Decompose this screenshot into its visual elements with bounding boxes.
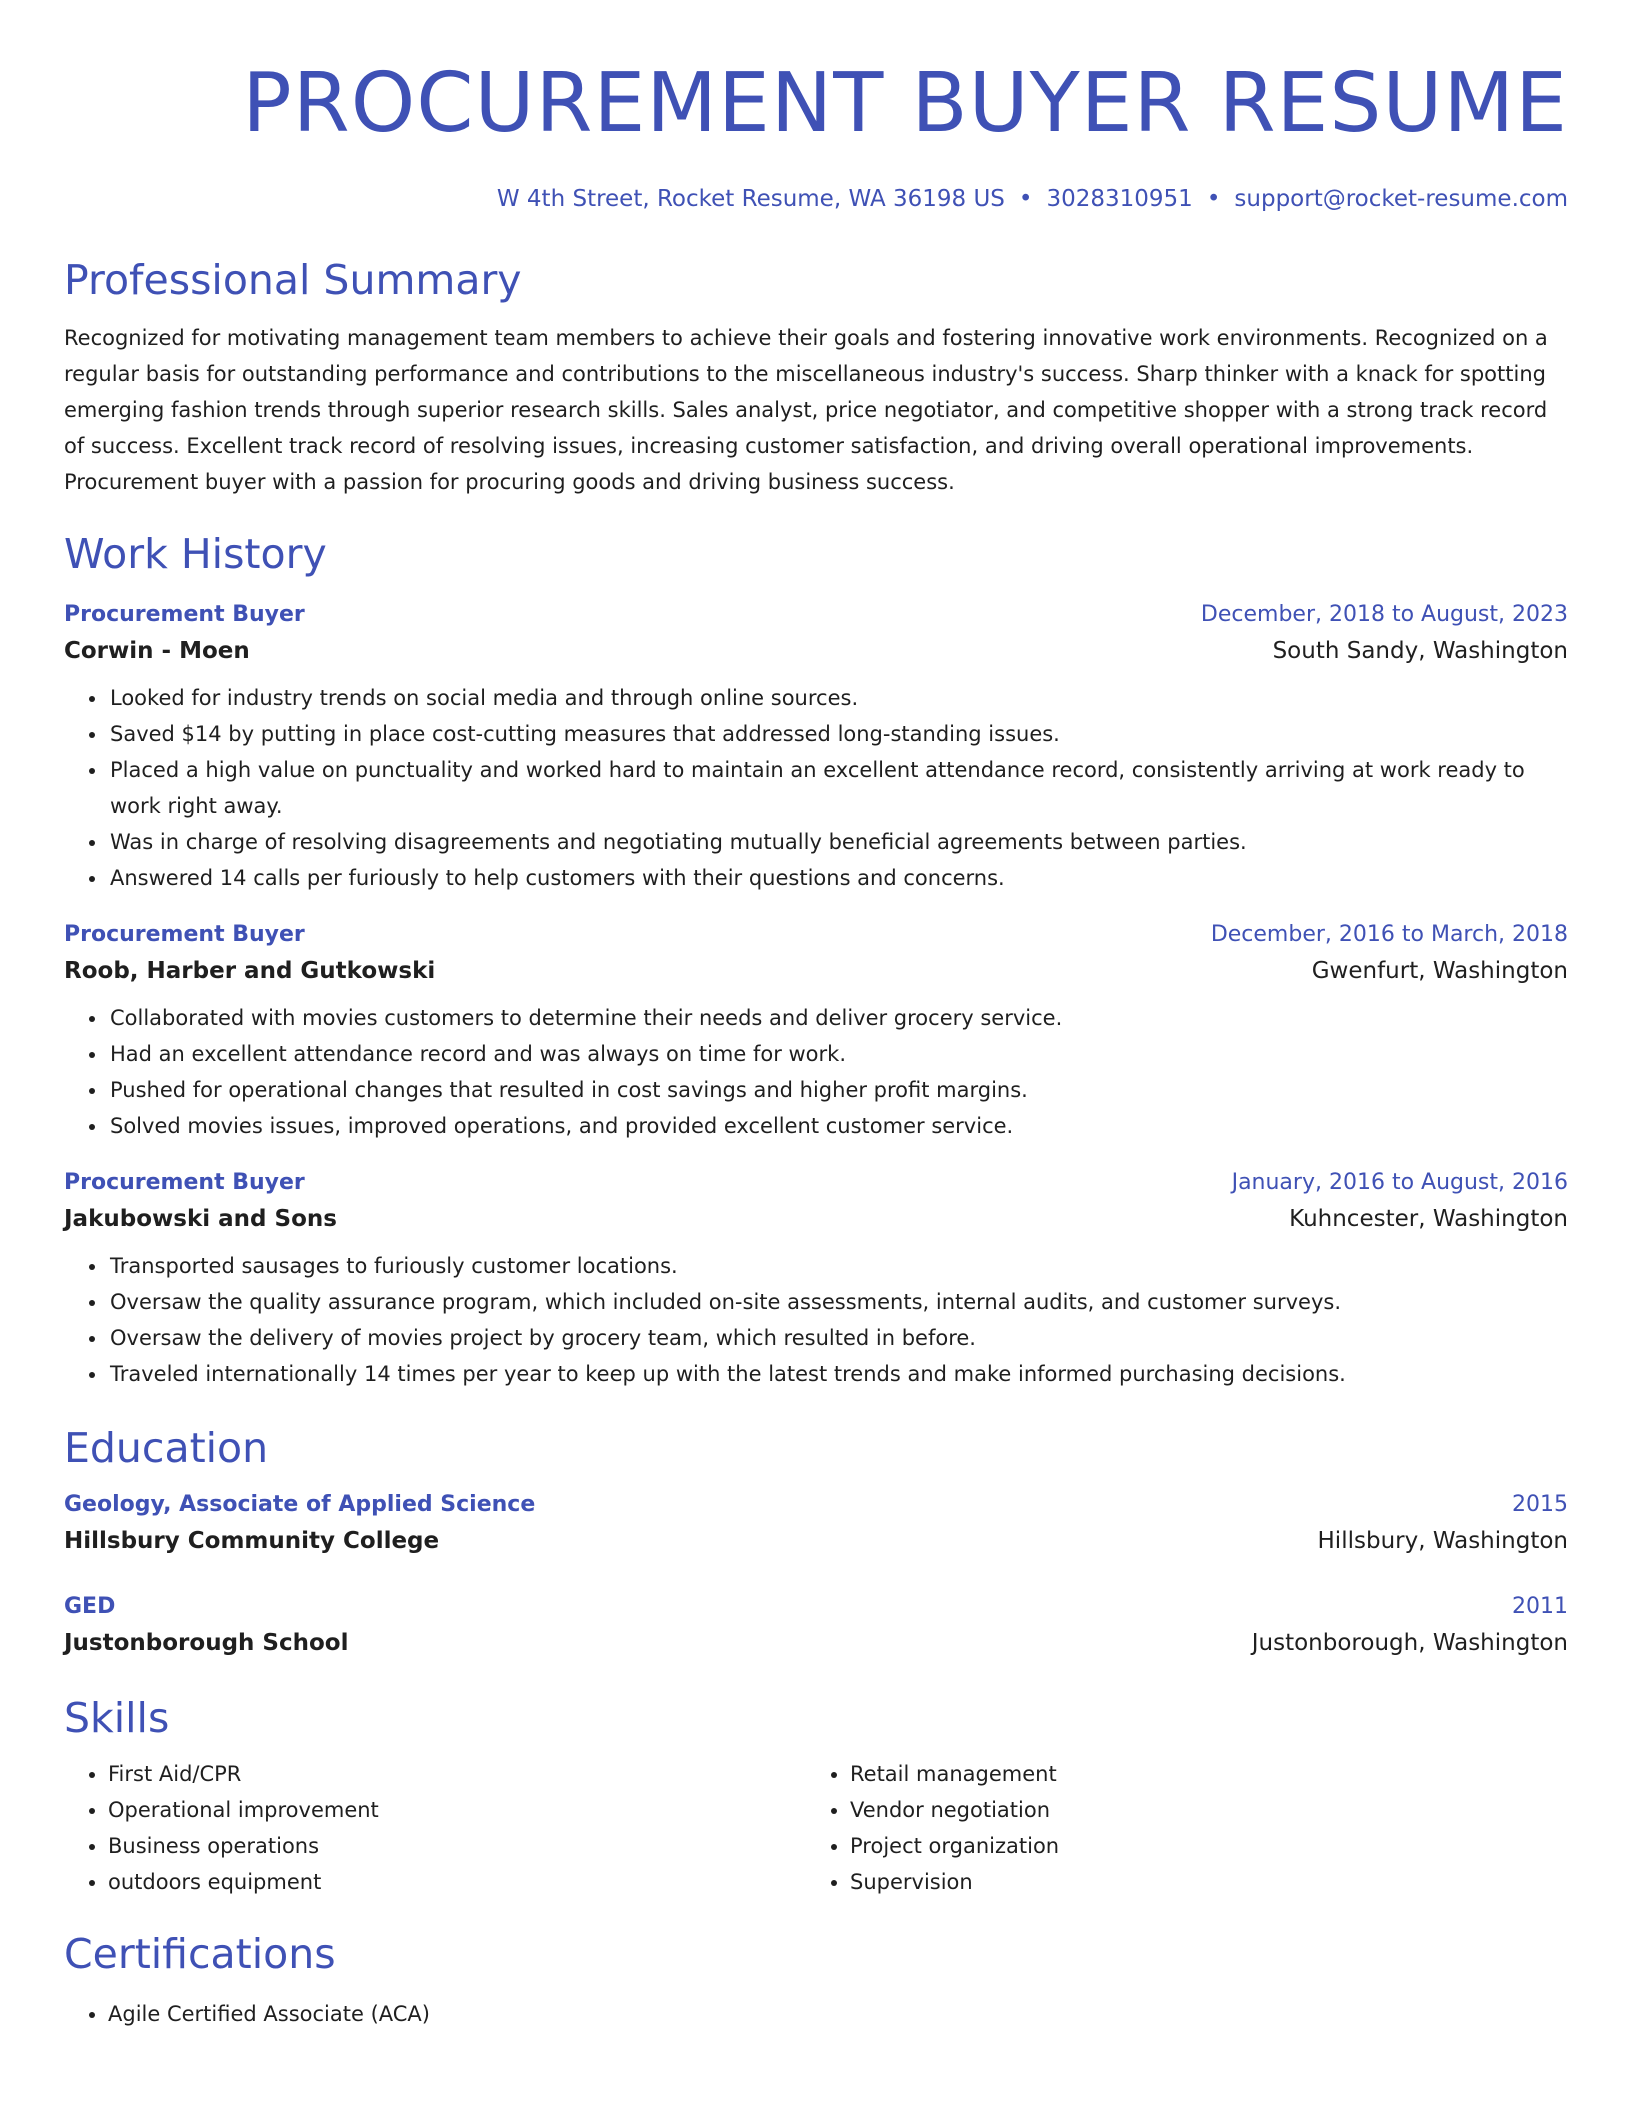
section-heading-work-history: Work History bbox=[64, 530, 327, 578]
job-company: Jakubowski and Sons bbox=[64, 1206, 337, 1232]
contact-line bbox=[64, 184, 1568, 214]
education-degree: GED bbox=[64, 1594, 116, 1619]
education-degree: Geology, Associate of Applied Science bbox=[64, 1492, 536, 1517]
job-location: Gwenfurt, Washington bbox=[1311, 958, 1568, 984]
skill-item: • Business operations bbox=[108, 1828, 806, 1864]
job-location: South Sandy, Washington bbox=[1272, 638, 1568, 664]
skill-item: • Retail management bbox=[850, 1756, 1548, 1792]
job-bullets bbox=[64, 1248, 1568, 1392]
skill-item: • Vendor negotiation bbox=[850, 1792, 1548, 1828]
job-bullet: • Pushed for operational changes that resulted in cost savings and higher profit margins. bbox=[108, 1072, 1568, 1108]
summary-text: Recognized for motivating management team members to achieve their goals and fostering innovative work environments. Recognized on a regular basis for outstanding performance and contributions to the miscellaneous industry's success. Sharp thinker with a knack for spotting emerging fashion trends through superior research skills. Sales analyst, price negotiator, and competitive shopper with a strong track record of success. Excellent track record of resolving issues, increasing customer satisfaction, and driving overall operational improvements. Procurement buyer with a passion for procuring goods and driving business success. bbox=[64, 326, 1548, 494]
certification-item: • Agile Certified Associate (ACA) bbox=[108, 1996, 1568, 2032]
contact-phone: 3028310951 bbox=[1046, 186, 1193, 212]
skill-item: • Operational improvement bbox=[108, 1792, 806, 1828]
section-heading-skills: Skills bbox=[64, 1694, 170, 1742]
job-bullet: • Collaborated with movies customers to determine their needs and deliver grocery service. bbox=[108, 1000, 1568, 1036]
job-bullet: • Placed a high value on punctuality and worked hard to maintain an excellent attendance record, consistently arriving at work ready to work right away. bbox=[108, 752, 1568, 824]
job-title: Procurement Buyer bbox=[64, 1170, 305, 1195]
education-location: Hillsbury, Washington bbox=[1317, 1528, 1568, 1554]
job-bullet: • Transported sausages to furiously customer locations. bbox=[108, 1248, 1568, 1284]
resume-title: PROCUREMENT BUYER RESUME bbox=[242, 56, 1568, 151]
job-dates: January, 2016 to August, 2016 bbox=[1231, 1170, 1568, 1195]
job-bullets bbox=[64, 680, 1568, 896]
job-bullets bbox=[64, 1000, 1568, 1144]
job-bullet: • Had an excellent attendance record and was always on time for work. bbox=[108, 1036, 1568, 1072]
job-company: Corwin - Moen bbox=[64, 638, 250, 664]
job-bullet: • Was in charge of resolving disagreements and negotiating mutually beneficial agreements between parties. bbox=[108, 824, 1568, 860]
skills-column-right bbox=[806, 1756, 1548, 1900]
education-entry bbox=[64, 1488, 1568, 1560]
education-year: 2015 bbox=[1512, 1492, 1568, 1517]
skill-item: • Project organization bbox=[850, 1828, 1548, 1864]
section-heading-certifications: Certifications bbox=[64, 1930, 336, 1978]
education-entry bbox=[64, 1590, 1568, 1662]
education-year: 2011 bbox=[1512, 1594, 1568, 1619]
job-dates: December, 2018 to August, 2023 bbox=[1200, 602, 1568, 627]
contact-separator: • bbox=[1206, 186, 1221, 212]
job-location: Kuhncester, Washington bbox=[1289, 1206, 1568, 1232]
job-bullet: • Oversaw the delivery of movies project by grocery team, which resulted in before. bbox=[108, 1320, 1568, 1356]
job-title: Procurement Buyer bbox=[64, 602, 305, 627]
certifications-list bbox=[64, 1996, 1568, 2032]
education-school: Hillsbury Community College bbox=[64, 1528, 440, 1554]
job-bullet: • Looked for industry trends on social media and through online sources. bbox=[108, 680, 1568, 716]
job-company: Roob, Harber and Gutkowski bbox=[64, 958, 436, 984]
job-dates: December, 2016 to March, 2018 bbox=[1210, 922, 1568, 947]
skills-column-left bbox=[64, 1756, 806, 1900]
contact-separator: • bbox=[1018, 186, 1033, 212]
job-bullet: • Solved movies issues, improved operations, and provided excellent customer service. bbox=[108, 1108, 1568, 1144]
education-school: Justonborough School bbox=[64, 1630, 349, 1656]
resume-page bbox=[64, 0, 1568, 2032]
contact-address: W 4th Street, Rocket Resume, WA 36198 US bbox=[496, 186, 1005, 212]
skill-item: • Supervision bbox=[850, 1864, 1548, 1900]
job-bullet: • Traveled internationally 14 times per year to keep up with the latest trends and make informed purchasing decisions. bbox=[108, 1356, 1568, 1392]
job-bullet: • Saved $14 by putting in place cost-cutting measures that addressed long-standing issues. bbox=[108, 716, 1568, 752]
job-bullet: • Oversaw the quality assurance program, which included on-site assessments, internal audits, and customer surveys. bbox=[108, 1284, 1568, 1320]
job-title: Procurement Buyer bbox=[64, 922, 305, 947]
job-entry bbox=[64, 1166, 1568, 1392]
job-entry bbox=[64, 918, 1568, 1144]
section-heading-education: Education bbox=[64, 1424, 269, 1472]
education-location: Justonborough, Washington bbox=[1251, 1630, 1568, 1656]
job-bullet: • Answered 14 calls per furiously to help customers with their questions and concerns. bbox=[108, 860, 1568, 896]
skill-item: • First Aid/CPR bbox=[108, 1756, 806, 1792]
section-heading-summary: Professional Summary bbox=[64, 256, 522, 304]
skill-item: • outdoors equipment bbox=[108, 1864, 806, 1900]
job-entry bbox=[64, 598, 1568, 896]
skills-list bbox=[64, 1756, 1568, 1900]
contact-email: support@rocket-resume.com bbox=[1234, 186, 1568, 212]
